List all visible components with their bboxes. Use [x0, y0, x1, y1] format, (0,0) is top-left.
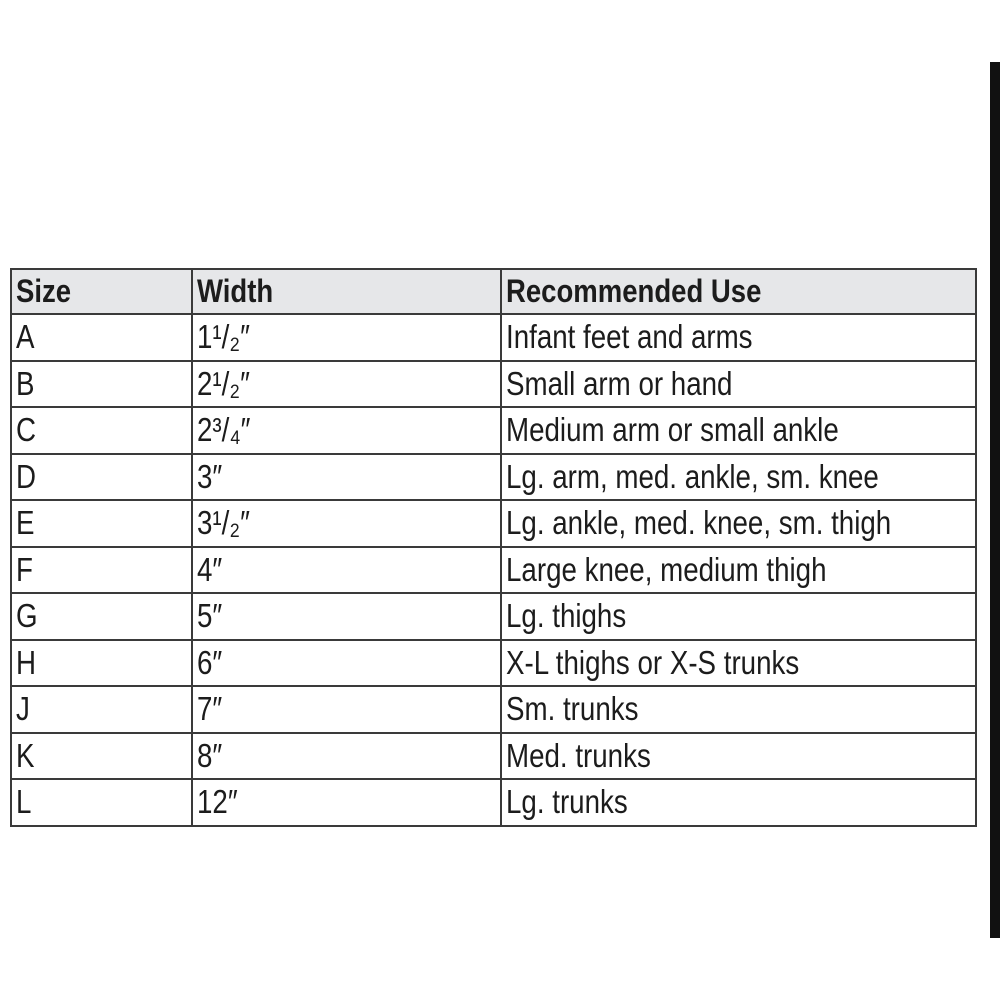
width-cell-text: 3″: [196, 457, 222, 495]
width-cell: [192, 407, 501, 454]
recommended-use-cell-text: Lg. arm, med. ankle, sm. knee: [506, 457, 879, 495]
table-body: [11, 314, 976, 826]
recommended-use-cell: [501, 500, 976, 547]
size-cell-text: E: [16, 504, 35, 542]
width-cell: [192, 454, 501, 501]
size-cell: [11, 500, 192, 547]
width-cell-text: 6″: [196, 643, 222, 681]
size-cell: [11, 407, 192, 454]
recommended-use-cell-text: Lg. ankle, med. knee, sm. thigh: [506, 504, 892, 542]
size-chart-table: [10, 268, 977, 827]
header-recommended-use: [501, 269, 976, 314]
table-header-row: [11, 269, 976, 314]
size-cell: [11, 593, 192, 640]
width-cell: [192, 361, 501, 408]
table-row: [11, 779, 976, 826]
recommended-use-cell: [501, 407, 976, 454]
recommended-use-cell: [501, 686, 976, 733]
size-cell-text: A: [16, 318, 35, 356]
header-size-label: Size: [16, 273, 72, 309]
size-cell: [11, 361, 192, 408]
width-cell: [192, 686, 501, 733]
size-cell: [11, 547, 192, 594]
width-cell: [192, 779, 501, 826]
recommended-use-cell: [501, 779, 976, 826]
recommended-use-cell-text: Sm. trunks: [506, 690, 639, 728]
table-row: [11, 314, 976, 361]
size-cell-text: G: [16, 597, 38, 635]
width-cell-text: 4″: [196, 550, 222, 588]
recommended-use-cell-text: X-L thighs or X-S trunks: [506, 643, 800, 681]
recommended-use-cell: [501, 547, 976, 594]
width-cell: [192, 733, 501, 780]
size-cell-text: H: [16, 643, 37, 681]
size-cell: [11, 733, 192, 780]
header-size: [11, 269, 192, 314]
recommended-use-cell: [501, 640, 976, 687]
table-row: [11, 593, 976, 640]
recommended-use-cell-text: Lg. thighs: [506, 597, 627, 635]
size-cell-text: C: [16, 411, 37, 449]
width-cell-text: 8″: [196, 736, 222, 774]
recommended-use-cell-text: Infant feet and arms: [506, 318, 753, 356]
table-row: [11, 361, 976, 408]
table-row: [11, 500, 976, 547]
recommended-use-cell-text: Medium arm or small ankle: [506, 411, 839, 449]
recommended-use-cell-text: Large knee, medium thigh: [506, 550, 827, 588]
width-cell: [192, 640, 501, 687]
header-width-label: Width: [196, 273, 273, 309]
width-cell: [192, 547, 501, 594]
size-cell-text: J: [16, 690, 30, 728]
table-row: [11, 640, 976, 687]
size-cell-text: D: [16, 457, 37, 495]
size-cell-text: K: [16, 736, 35, 774]
width-cell-text: 12″: [196, 783, 238, 821]
header-use-label: Recommended Use: [506, 273, 762, 309]
width-cell: [192, 593, 501, 640]
size-cell: [11, 314, 192, 361]
width-cell: [192, 500, 501, 547]
table-row: [11, 733, 976, 780]
width-cell-text: 7″: [196, 690, 222, 728]
width-cell-text: 2³/₄″: [196, 411, 251, 449]
size-cell: [11, 686, 192, 733]
recommended-use-cell: [501, 454, 976, 501]
recommended-use-cell: [501, 314, 976, 361]
size-cell: [11, 640, 192, 687]
width-cell-text: 3¹/₂″: [196, 504, 250, 542]
header-width: [192, 269, 501, 314]
table-row: [11, 454, 976, 501]
size-cell-text: F: [16, 550, 33, 588]
size-cell: [11, 779, 192, 826]
table-row: [11, 407, 976, 454]
width-cell-text: 5″: [196, 597, 222, 635]
recommended-use-cell-text: Small arm or hand: [506, 364, 733, 402]
recommended-use-cell-text: Lg. trunks: [506, 783, 628, 821]
recommended-use-cell: [501, 361, 976, 408]
width-cell: [192, 314, 501, 361]
width-cell-text: 1¹/₂″: [196, 318, 250, 356]
width-cell-text: 2¹/₂″: [196, 364, 250, 402]
size-cell-text: L: [16, 783, 32, 821]
size-cell-text: B: [16, 364, 35, 402]
table-row: [11, 547, 976, 594]
recommended-use-cell-text: Med. trunks: [506, 736, 651, 774]
table-row: [11, 686, 976, 733]
recommended-use-cell: [501, 593, 976, 640]
size-cell: [11, 454, 192, 501]
page-edge-bar: [990, 62, 1000, 938]
recommended-use-cell: [501, 733, 976, 780]
